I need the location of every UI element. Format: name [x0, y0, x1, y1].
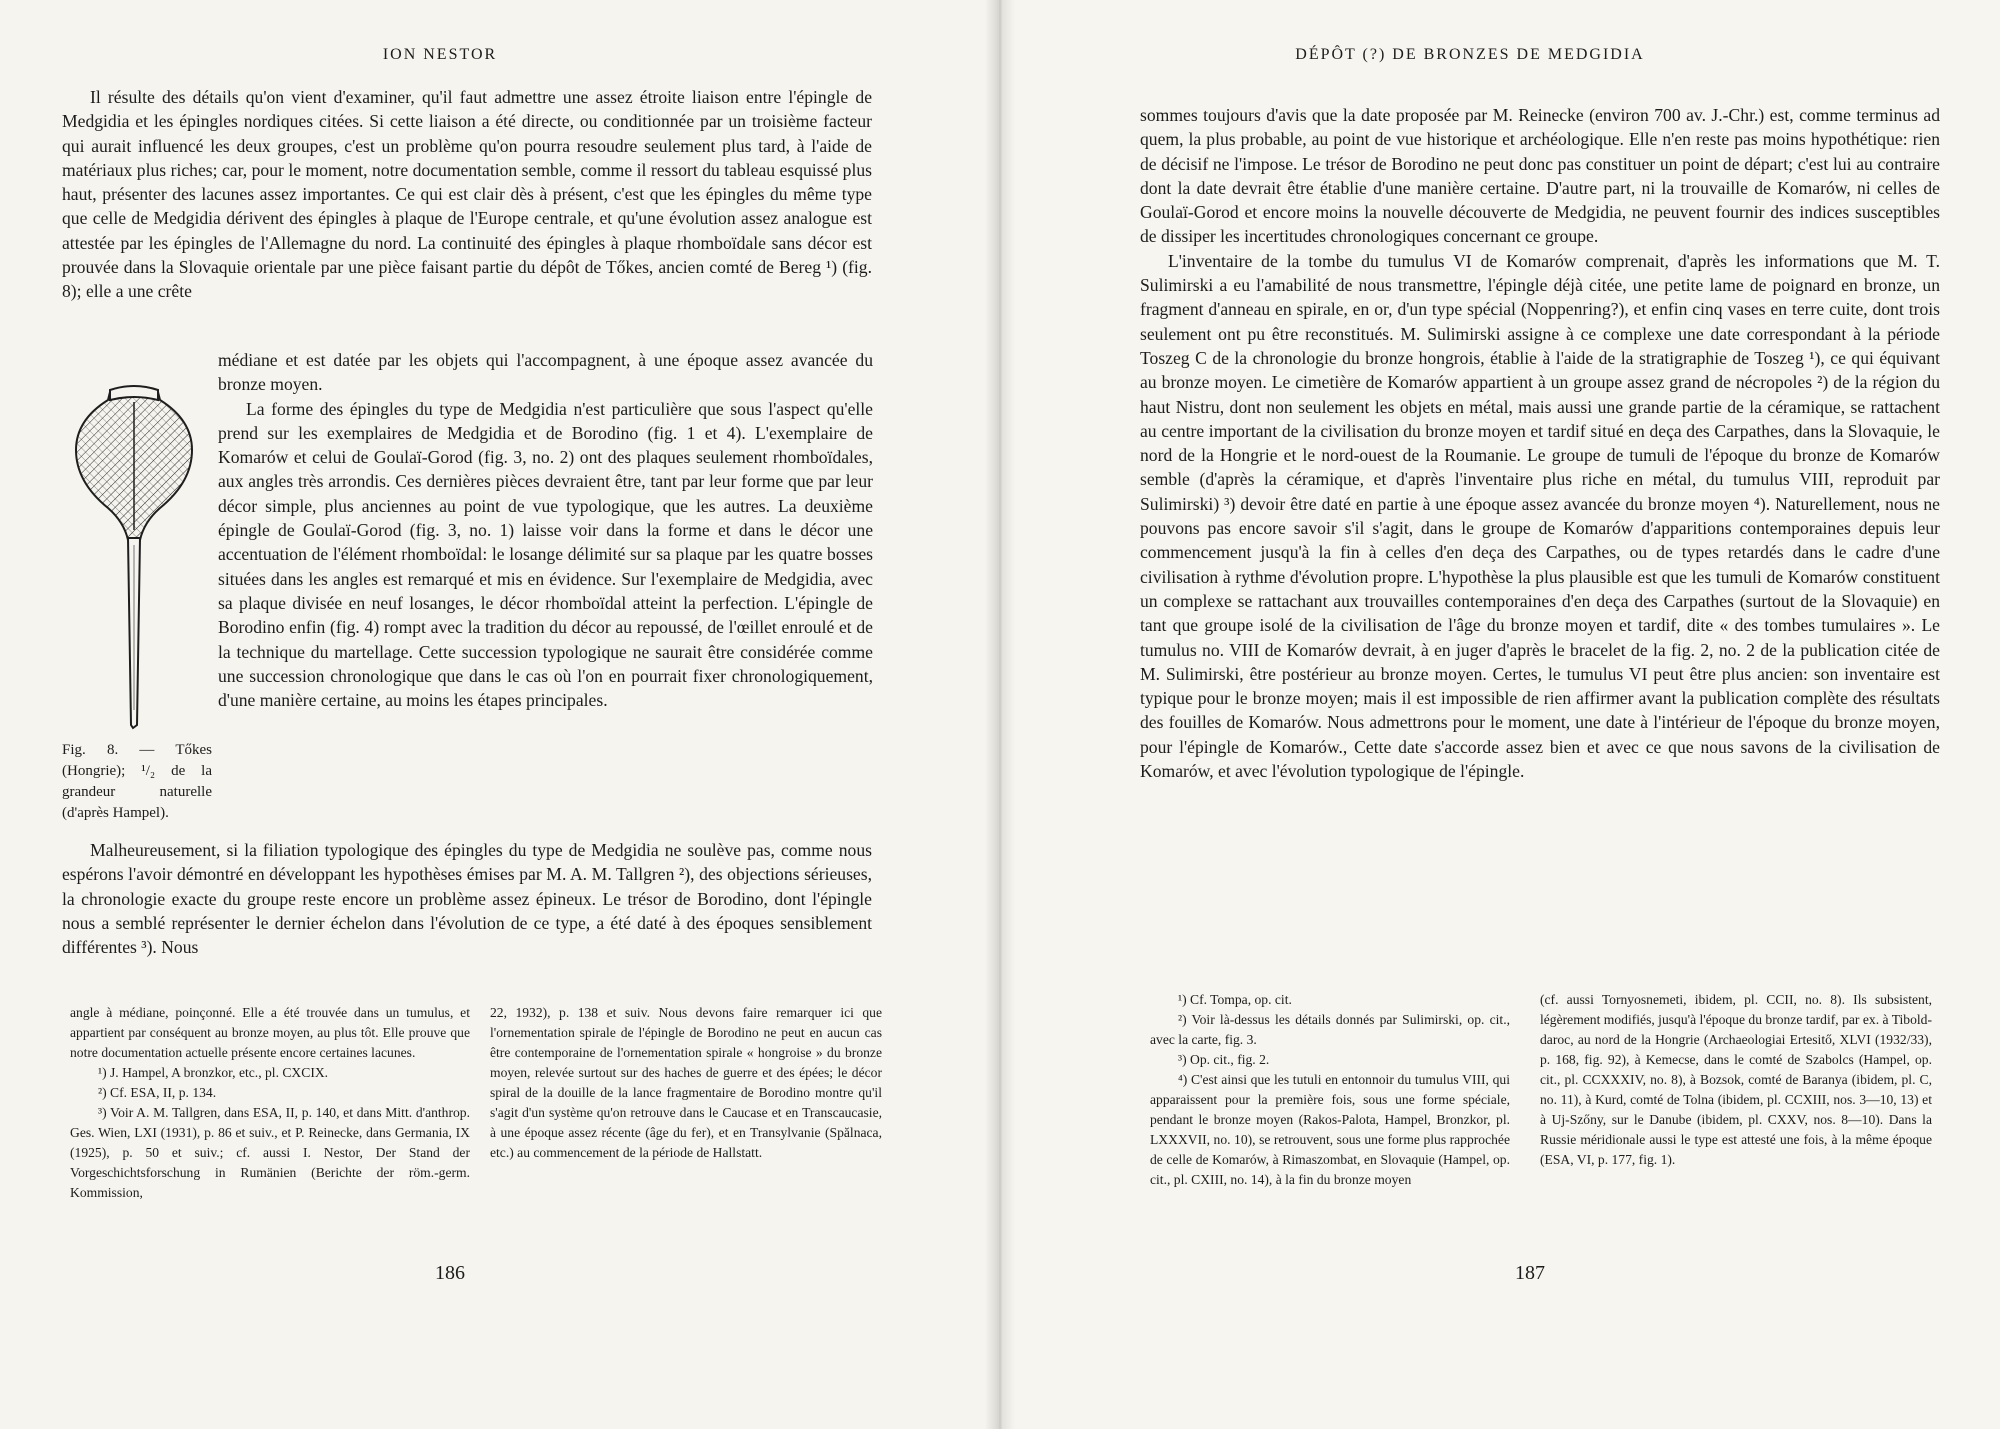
footnote-1: ¹) Cf. Tompa, op. cit.: [1178, 992, 1292, 1007]
left-footnotes-col-2: [490, 1003, 882, 1163]
right-footnotes-col-2: [1540, 990, 1932, 1170]
right-paragraph-1: sommes toujours d'avis que la date proposée par M. Reinecke (environ 700 av. J.-Chr.) est, comme terminus ad quem, la plus probable, au point de vue historique et archéologique. Elle n'en reste pas moins hypothétique: rien de décisif ne l'impose. Le trésor de Borodino ne peut donc pas constituer un point de départ; c'est lui au contraire dont la date devrait être établie d'une manière certaine. D'autre part, ni la trouvaille de Komarów, ni celles de Goulaï-Gorod et encore moins la nouvelle découverte de Medgidia, ne peuvent fournir des indices susceptibles de dissiper les incertitudes chronologiques concernant ce groupe.: [1140, 105, 1940, 247]
left-footnotes-col-1: [70, 1003, 470, 1203]
footnote-4: ⁴) C'est ainsi que les tutuli en entonnoir du tumulus VIII, qui apparaissent pour la première fois, sous une forme spéciale, pendant le bronze moyen (Rakos-Palota, Hampel, Bronzkor, pl. LXXXVII, no. 10), se retrouvent, sous une forme plus rapprochée de celle de Komarów, à Rimaszombat, en Slovaquie (Hampel, op. cit., pl. CXIII, no. 14), à la fin du bronze moyen: [1150, 1072, 1510, 1187]
right-footnotes-col-1: [1150, 990, 1510, 1190]
footnote-3: ³) Voir A. M. Tallgren, dans ESA, II, p. 140, et dans Mitt. d'anthrop. Ges. Wien, LXI (1931), p. 86 et suiv., et P. Reinecke, dans Germania, IX (1925), p. 50 et suiv.; cf. aussi I. Nestor, Der Stand der Vorgeschichtsforschung in Rumänien (Berichte der röm.-germ. Kommission,: [70, 1105, 470, 1200]
pin-drawing-icon: [64, 380, 204, 730]
page-number-left: 186: [435, 1262, 465, 1284]
footnote-1: ¹) J. Hampel, A bronzkor, etc., pl. CXCIX.: [98, 1065, 329, 1080]
left-paragraph-1-text: Il résulte des détails qu'on vient d'examiner, qu'il faut admettre une assez étroite liaison entre l'épingle de Medgidia et les épingles nordiques citées. Si cette liaison a été directe, ou conditionnée par un troisième facteur qui aurait influencé les deux groupes, c'est un problème qu'on pourra resoudre seulement plus tard, à l'aide de matériaux plus riches; car, pour le moment, notre documentation semble, comme il ressort du tableau esquissé plus haut, présenter des lacunes assez importantes. Ce qui est clair dès à présent, c'est que les épingles du même type que celle de Medgidia dérivent des épingles à plaque de l'Europe centrale, et qu'une évolution assez analogue est attestée par les épingles de l'Allemagne du nord. La continuité des épingles à plaque rhomboïdale sans décor est prouvée dans la Slovaquie orientale par une pièce faisant partie du dépôt de Tőkes, ancien comté de Bereg ¹) (fig. 8); elle a une crête: [62, 87, 872, 302]
footnote-2: ²) Cf. ESA, II, p. 134.: [98, 1085, 217, 1100]
right-main-text: [1140, 103, 1940, 783]
left-paragraph-3: Malheureusement, si la filiation typologique des épingles du type de Medgidia ne soulève pas, comme nous espérons l'avoir démontré en développant les hypothèses émises par M. A. M. Tallgren ²), des objections sérieuses, la chronologie exacte du groupe reste encore un problème assez épineux. Le trésor de Borodino, dont l'épingle nous a semblé représenter le dernier échelon dans l'évolution de ce type, a été daté à des époques sensiblement différentes ³). Nous: [62, 840, 872, 958]
footnote-3: ³) Op. cit., fig. 2.: [1178, 1052, 1270, 1067]
footnote-text: angle à médiane, poinçonné. Elle a été trouvée dans un tumulus, et appartient par conséquent au bronze moyen, au plus tôt. Elle prouve que notre documentation actuelle présente encore certaines lacunes.: [70, 1005, 470, 1060]
left-paragraph-3-block: [62, 838, 872, 959]
right-paragraph-2: L'inventaire de la tombe du tumulus VI de Komarów comprenait, d'après les informations que M. T. Sulimirski a eu l'amabilité de nous transmettre, l'épingle déjà citée, une petite lame de poignard en bronze, un fragment d'anneau en spirale, en or, d'un type spécial (Noppenring?), et enfin cinq vases en terre cuite, dont trois seulement ont pu être reconstitués. M. Sulimirski assigne à ce complexe une date correspondant à la période Toszeg C de la chronologie du bronze hongrois, établie à l'aide de la stratigraphie de Toszeg ¹), ce qui équivant au bronze moyen. Le cimetière de Komarów appartient à un groupe assez grand de nécropoles ²) de la région du haut Nistru, dont non seulement les objets en métal, mais aussi une grande partie de la céramique, se rattachent au centre important de la civilisation du bronze moyen et tardif situé en deça des Carpathes, dans la Slovaquie, le nord de la Hongrie et le nord-ouest de la Roumanie. Le groupe de tumuli de l'époque du bronze de Komarów semble (d'après la céramique, et d'après l'inventaire plus riche en métal, du tumulus VIII, reproduit par Sulimirski) ³) devoir être daté en partie à une époque assez avancée du bronze moyen ⁴). Naturellement, nous ne pouvons pas encore savoir s'il s'agit, dans le groupe de Komarów d'apparitions contemporaines depuis leur commencement jusqu'à la fin à celles d'en deça des Carpathes, ou de types retardés dans le cadre d'une civilisation à rythme d'évolution propre. L'hypothèse la plus plausible est que les tumuli de Komarów constituent un complexe se rattachant aux trouvailles contemporaines d'en deça des Carpathes (surtout de la Slovaquie) en tant que groupe isolé de la civilisation de l'âge du bronze moyen et tardif, dite « des tombes tumulaires ». Le tumulus no. VIII de Komarów devrait, à en juger d'après le bracelet de la fig. 2, no. 2 de la publication citée de M. Sulimirski, être postérieur au bronze moyen. Certes, le tumulus VI peut être plus ancien: son inventaire est typique pour le bronze moyen; mais il est impossible de rien affirmer avant la publication complète des résultats des fouilles de Komarów. Nous admettrons pour le moment, une date à l'intérieur de l'époque du bronze moyen, pour l'épingle de Komarów., Cette date s'accorde assez bien et avec ce que nous savons de la civilisation de Komarów, et avec l'évolution typologique de l'épingle.: [1140, 250, 1940, 782]
running-head-left: ION NESTOR: [382, 46, 498, 63]
figure-8-caption: Fig. 8. — Tőkes (Hongrie); ¹/₂ de la grandeur naturelle (d'après Hampel).: [62, 742, 212, 821]
left-paragraph-1: [62, 85, 872, 304]
book-gutter: [985, 0, 1015, 1429]
running-head-right: DÉPÔT (?) DE BRONZES DE MEDGIDIA: [1295, 46, 1645, 63]
footnote-continuation: (cf. aussi Tornyosnemeti, ibidem, pl. CCII, no. 8). Ils subsistent, légèrement modifiés, jusqu'à l'époque du bronze tardif, par ex. à Tibold-daroc, au nord de la Hongrie (Archaeologiai Ertesitő, XLVI (1932/33), p. 168, fig. 92), à Kemecse, dans le comté de Szabolcs (Hampel, op. cit., pl. CCXXXIV, no. 8), à Bozsok, comté de Baranya (ibidem, pl. C, no. 11), à Kurd, comté de Tolna (ibidem, pl. CCXIII, nos. 3—10, 13) et à Uj-Szőny, sur le Danube (ibidem, pl. CXXV, nos. 8—10). Dans la Russie méridionale aussi le type est attesté une fois, à la même époque (ESA, VI, p. 177, fig. 1).: [1540, 992, 1932, 1167]
left-column-text: [218, 348, 873, 712]
footnote-2: ²) Voir là-dessus les détails donnés par Sulimirski, op. cit., avec la carte, fig. 3.: [1150, 1012, 1510, 1047]
left-paragraph-1-cont: médiane et est datée par les objets qui l'accompagnent, à une époque assez avancée du bronze moyen.: [218, 350, 873, 395]
footnote-continuation: 22, 1932), p. 138 et suiv. Nous devons faire remarquer ici que l'ornementation spirale de l'épingle de Borodino ne peut en aucun cas être contemporaine de l'ornementation spirale « hongroise » du bronze moyen, relevée surtout sur des haches de guerre et des épées; le décor spiral de la douille de la lance fragmentaire de Borodino montre qu'il s'agit d'un système qu'on retrouve dans le Caucase et en Transcaucasie, à une époque assez récente (âge du fer), et en Transylvanie (Spălnaca, etc.) au commencement de la période de Hallstatt.: [490, 1005, 882, 1160]
left-paragraph-2: La forme des épingles du type de Medgidia n'est particulière que sous l'aspect qu'elle prend sur les exemplaires de Medgidia et de Borodino (fig. 1 et 4). L'exemplaire de Komarów et celui de Goulaï-Gorod (fig. 3, no. 2) ont des plaques seulement rhomboïdales, aux angles très arrondis. Ces dernières pièces devraient être, tant par leur forme que par leur décor simple, plus anciennes au point de vue typologique, que les autres. La deuxième épingle de Goulaï-Gorod (fig. 3, no. 1) laisse voir dans la forme et dans le décor une accentuation de l'élément rhomboïdal: le losange délimité sur sa plaque par les quatre bosses situées dans les angles est remarqué et mis en évidence. Sur l'exemplaire de Medgidia, avec sa plaque divisée en neuf losanges, le décor rhomboïdal atteint la perfection. L'épingle de Borodino enfin (fig. 4) rompt avec la tradition du décor au repoussé, de l'œillet enroulé et de la technique du martellage. Cette succession typologique ne saurait être considérée comme une succession chronologique que dans le cas où l'on en pourrait fixer chronologiquement, d'une manière certaine, au moins les étapes principales.: [218, 398, 873, 711]
right-page: [1000, 0, 2000, 1429]
page-number-right: 187: [1515, 1262, 1545, 1284]
